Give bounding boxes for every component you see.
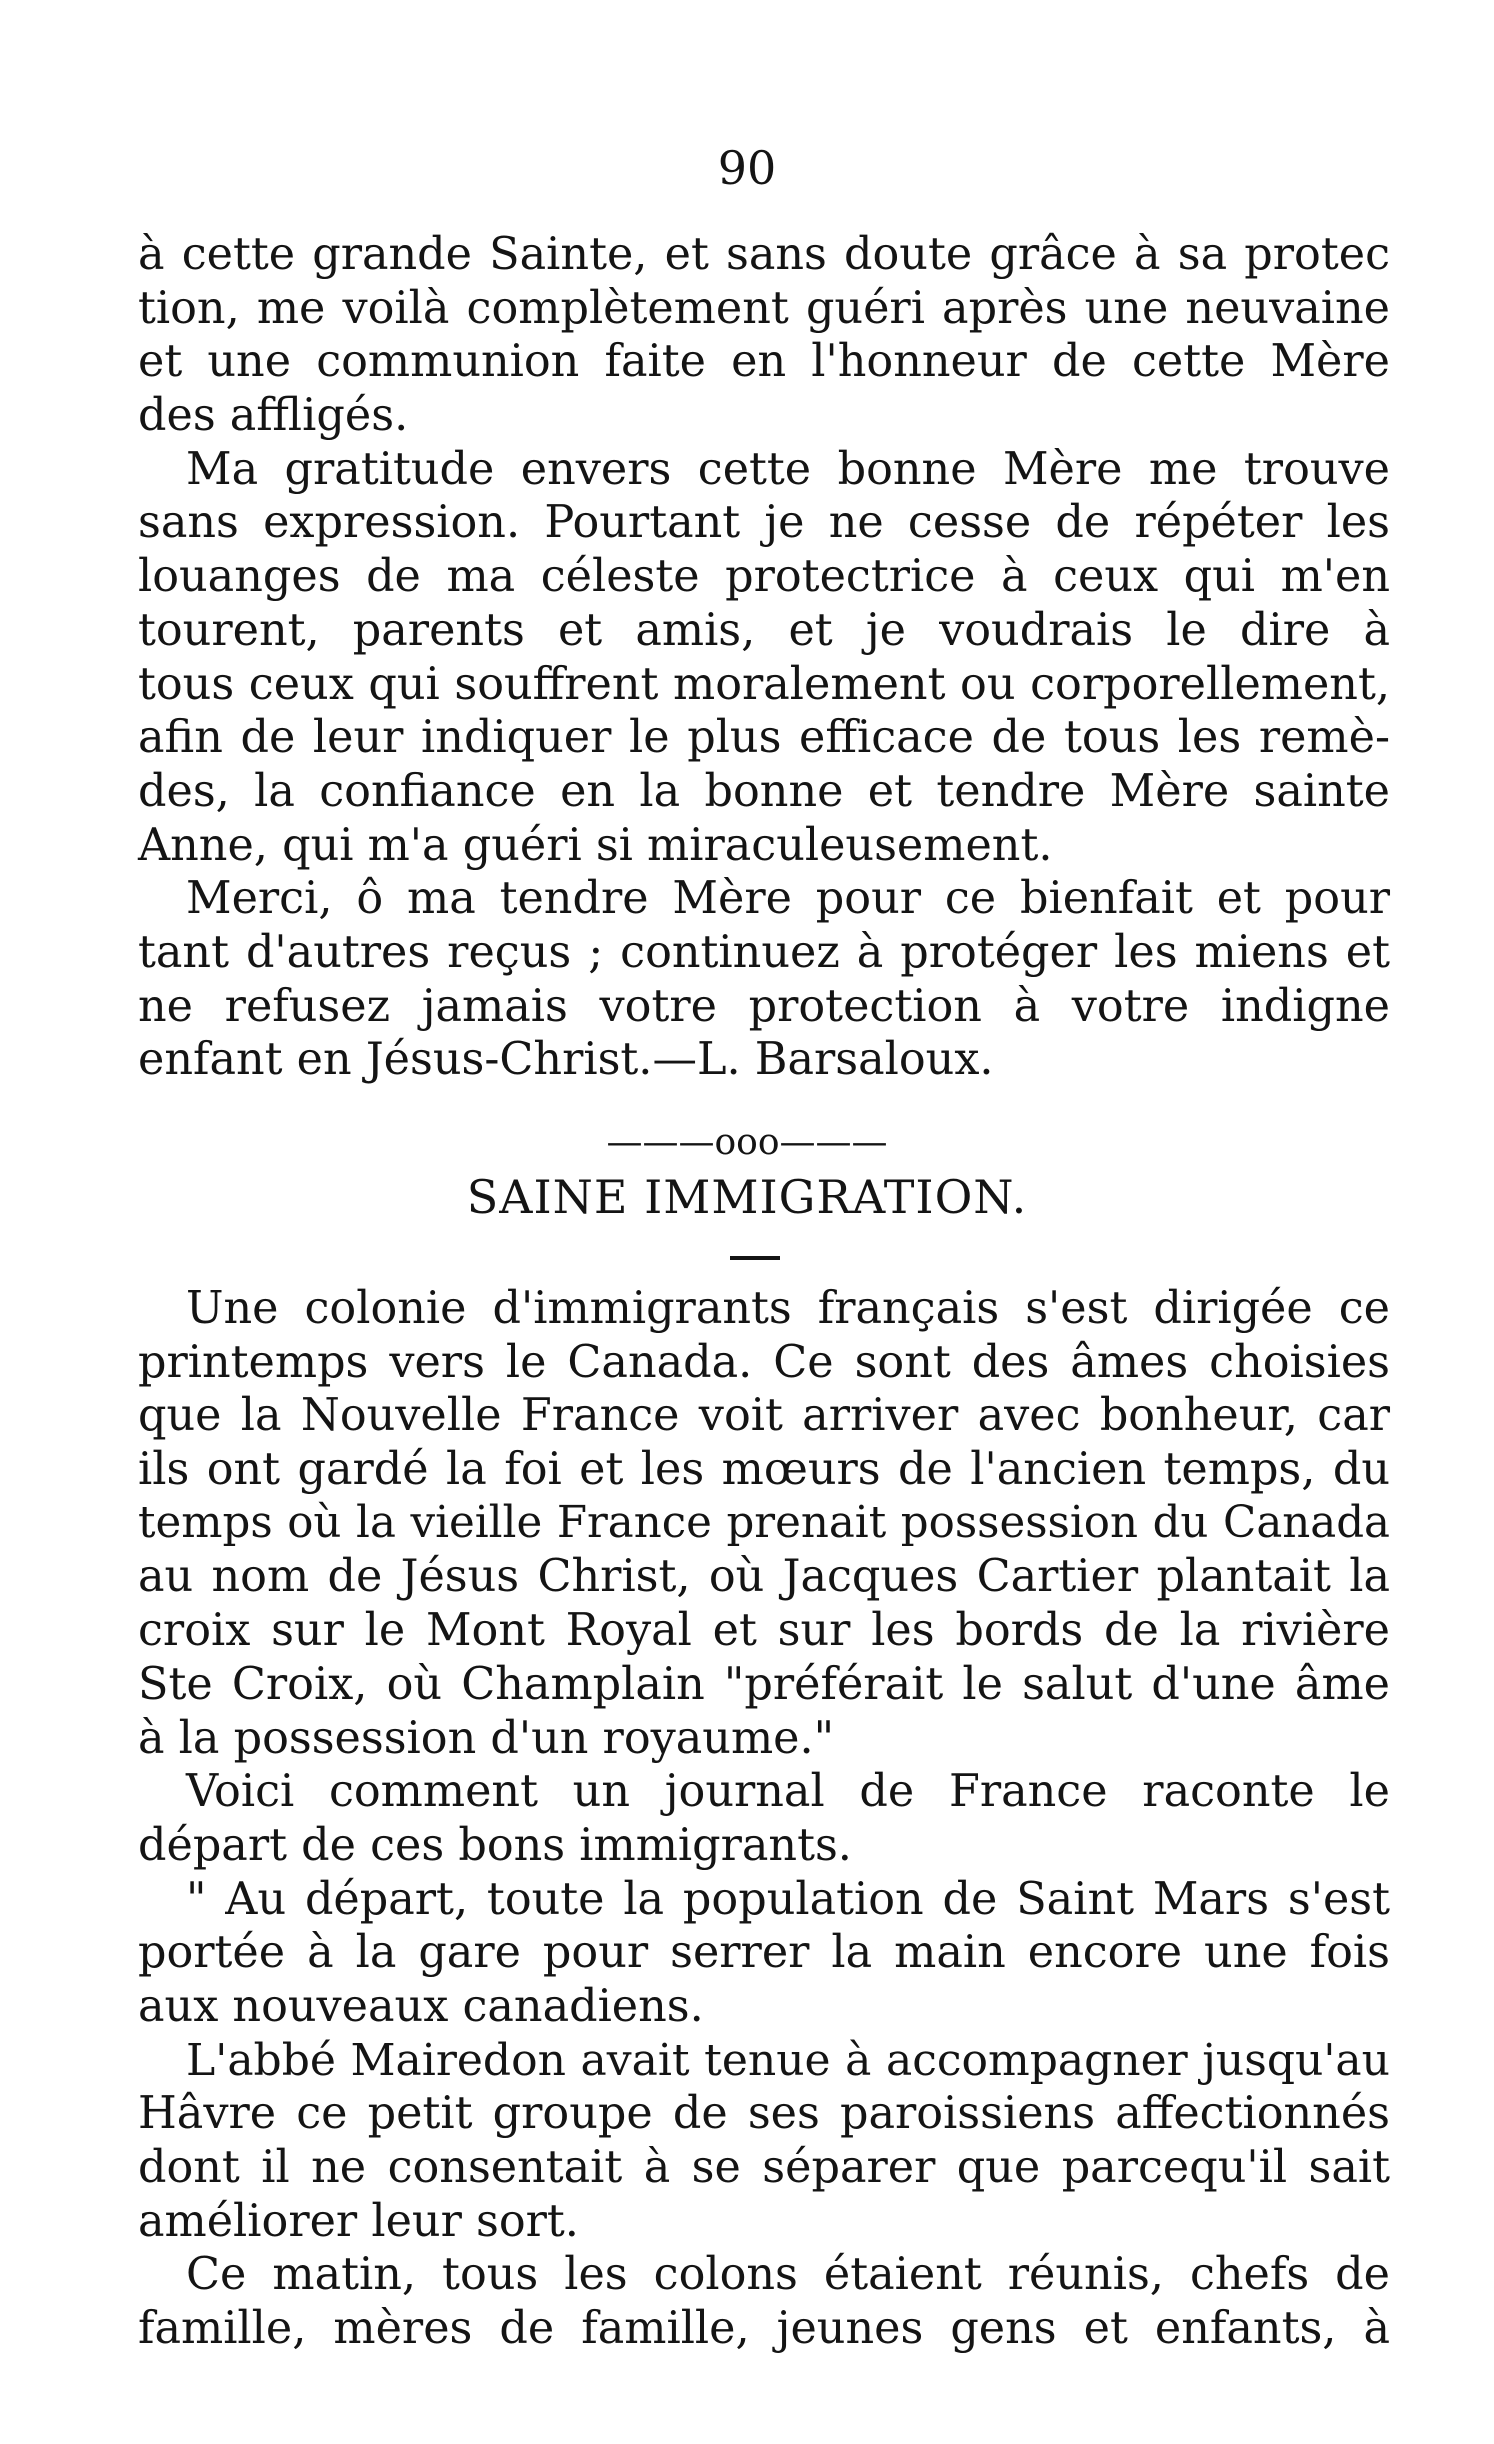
text-line: tourent, parents et amis, et je voudrais le dire à — [138, 604, 1390, 656]
text-line: " Au départ, toute la population de Saint Mars s'est — [186, 1873, 1390, 1925]
text-line: L'abbé Mairedon avait tenue à accompagner jusqu'au — [186, 2034, 1390, 2086]
text-line: croix sur le Mont Royal et sur les bords de la rivière — [138, 1605, 1390, 1657]
text-line: temps où la vieille France prenait possession du Canada — [138, 1497, 1390, 1548]
text-line: tous ceux qui souffrent moralement ou corporellement, — [138, 658, 1390, 710]
text-line: afin de leur indiquer le plus efficace de tous les remè- — [138, 712, 1390, 764]
text-line: aux nouveaux canadiens. — [138, 1980, 704, 2032]
text-line: Ma gratitude envers cette bonne Mère me trouve — [186, 443, 1390, 495]
testimonial-text — [138, 228, 1390, 1087]
text-line: Ce matin, tous les colons étaient réunis, chefs de — [186, 2249, 1390, 2301]
text-line: Une colonie d'immigrants français s'est dirigée ce — [186, 1283, 1390, 1334]
text-line: dont il ne consentait à se séparer que parcequ'il sait — [138, 2142, 1390, 2193]
text-line: Voici comment un journal de France raconte le — [186, 1766, 1390, 1818]
text-line: famille, mères de famille, jeunes gens et enfants, à — [138, 2303, 1390, 2355]
text-line: louanges de ma céleste protectrice à ceux qui m'en — [138, 551, 1390, 603]
text-line: ne refusez jamais votre protection à votre indigne — [138, 980, 1390, 1032]
text-line: Hâvre ce petit groupe de ses paroissiens affectionnés — [138, 2088, 1390, 2140]
text-line: au nom de Jésus Christ, où Jacques Cartier plantait la — [138, 1551, 1390, 1603]
text-line: et une communion faite en l'honneur de cette Mère — [138, 336, 1390, 388]
text-line: Merci, ô ma tendre Mère pour ce bienfait et pour — [186, 873, 1390, 925]
text-line: sans expression. Pourtant je ne cesse de répéter les — [138, 497, 1390, 549]
text-line: améliorer leur sort. — [138, 2195, 579, 2247]
text-line: des affligés. — [138, 390, 409, 442]
text-line: à la possession d'un royaume." — [138, 1712, 835, 1764]
text-line: printemps vers le Canada. Ce sont des âmes choisies — [138, 1336, 1390, 1388]
section-title: SAINE IMMIGRATION. — [466, 1170, 1028, 1224]
text-line: enfant en Jésus-Christ.—L. Barsaloux. — [138, 1034, 994, 1086]
text-line: ils ont gardé la foi et les mœurs de l'ancien temps, du — [138, 1444, 1390, 1496]
text-line: tant d'autres reçus ; continuez à protéger les miens et — [138, 926, 1390, 978]
page-number: 90 — [717, 141, 777, 195]
immigration-article-text — [138, 1282, 1390, 2356]
text-line: Anne, qui m'a guéri si miraculeusement. — [138, 819, 1053, 871]
text-line: que la Nouvelle France voit arriver avec bonheur, car — [138, 1390, 1390, 1442]
title-rule — [730, 1256, 780, 1260]
section-separator: ———ooo——— — [606, 1122, 888, 1163]
text-line: à cette grande Sainte, et sans doute grâce à sa protec — [138, 229, 1390, 280]
text-line: tion, me voilà complètement guéri après une neuvaine — [138, 282, 1390, 334]
text-line: portée à la gare pour serrer la main encore une fois — [138, 1927, 1390, 1979]
text-line: départ de ces bons immigrants. — [138, 1819, 852, 1871]
text-line: des, la confiance en la bonne et tendre Mère sainte — [138, 765, 1390, 817]
text-line: Ste Croix, où Champlain "préférait le salut d'une âme — [138, 1658, 1390, 1710]
